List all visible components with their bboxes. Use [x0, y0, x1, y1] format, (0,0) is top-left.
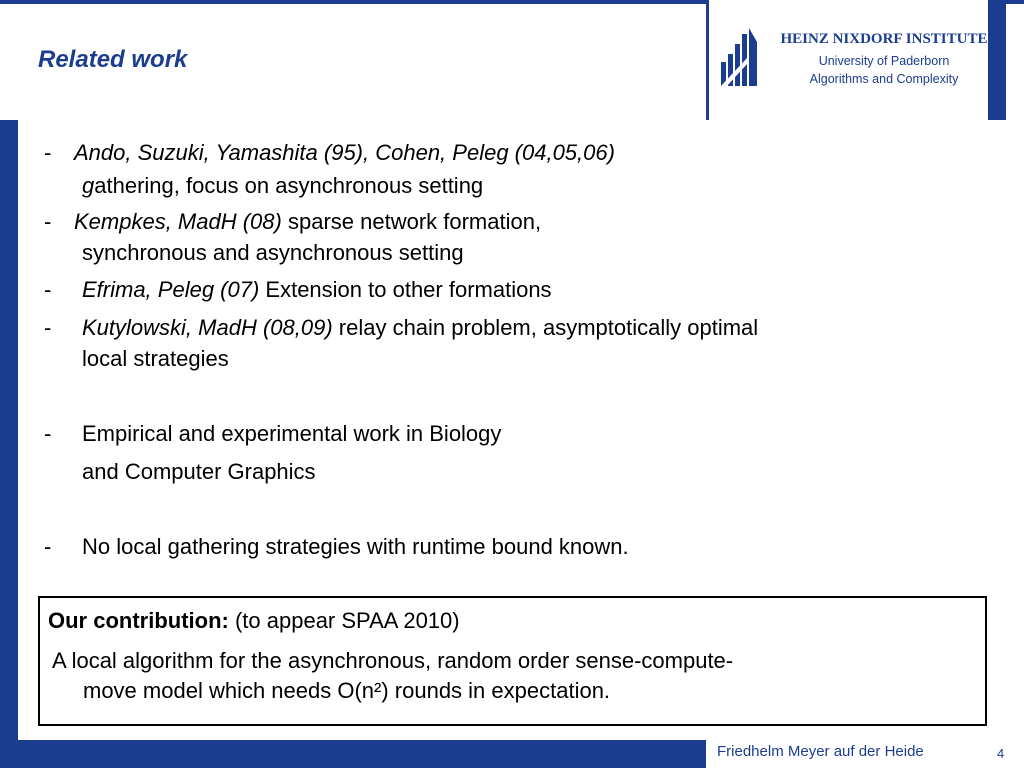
- bullet-reference: Efrima, Peleg (07): [82, 277, 260, 302]
- bullet-description: relay chain problem, asymptotically optimal: [332, 315, 759, 340]
- bullet-reference: Kutylowski, MadH (08,09): [82, 315, 333, 340]
- contribution-box: [38, 596, 987, 726]
- bullet-continuation: local strategies: [82, 346, 229, 371]
- bullet-continuation: synchronous and asynchronous setting: [82, 240, 464, 265]
- bullet-dash: -: [44, 315, 52, 340]
- bullet-dash: -: [44, 421, 52, 446]
- bullet-dash: -: [44, 140, 52, 165]
- bullet-item: [44, 273, 552, 306]
- contribution-text-line-1: A local algorithm for the asynchronous, random order sense-compute-: [52, 648, 734, 673]
- bullet-dash: -: [44, 534, 52, 559]
- bullet-dash: -: [44, 277, 52, 302]
- bullet-text: No local gathering strategies with runtime bound known.: [82, 534, 629, 559]
- bullet-continuation-text: athering, focus on asynchronous setting: [94, 173, 484, 198]
- bullet-continuation-initial: g: [82, 173, 95, 198]
- bullet-reference: Kempkes, MadH (08): [74, 209, 282, 234]
- slide-title: Related work: [38, 46, 188, 73]
- bullet-continuation: [82, 169, 483, 202]
- bullet-text: Empirical and experimental work in Biology: [82, 421, 502, 446]
- page-number: 4: [997, 746, 1005, 761]
- university-name: University of Paderborn: [818, 54, 950, 68]
- footer-author: Friedhelm Meyer auf der Heide: [717, 743, 924, 760]
- contribution-label: Our contribution:: [48, 608, 229, 633]
- left-accent-bar: [0, 120, 18, 748]
- contribution-note: (to appear SPAA 2010): [228, 608, 460, 633]
- bullet-reference: Ando, Suzuki, Yamashita (95), Cohen, Peleg (04,05,06): [74, 140, 615, 165]
- bullet-item: [44, 136, 615, 169]
- bullet-continuation: and Computer Graphics: [82, 459, 316, 484]
- bullet-dash: -: [44, 209, 52, 234]
- contribution-heading: [48, 606, 460, 636]
- bullet-item: [44, 417, 501, 450]
- bullet-description: sparse network formation,: [281, 209, 542, 234]
- institute-name: HEINZ NIXDORF INSTITUTE: [780, 31, 988, 47]
- bullet-item: [44, 205, 541, 238]
- group-name: Algorithms and Complexity: [809, 72, 959, 86]
- bullet-description: Extension to other formations: [259, 277, 552, 302]
- bullet-item: [44, 530, 629, 563]
- institute-logo-icon: [721, 28, 757, 86]
- bullet-item: [44, 311, 758, 344]
- institute-logo-panel: [706, 0, 1006, 120]
- contribution-text-line-2: move model which needs O(n²) rounds in expectation.: [83, 678, 611, 703]
